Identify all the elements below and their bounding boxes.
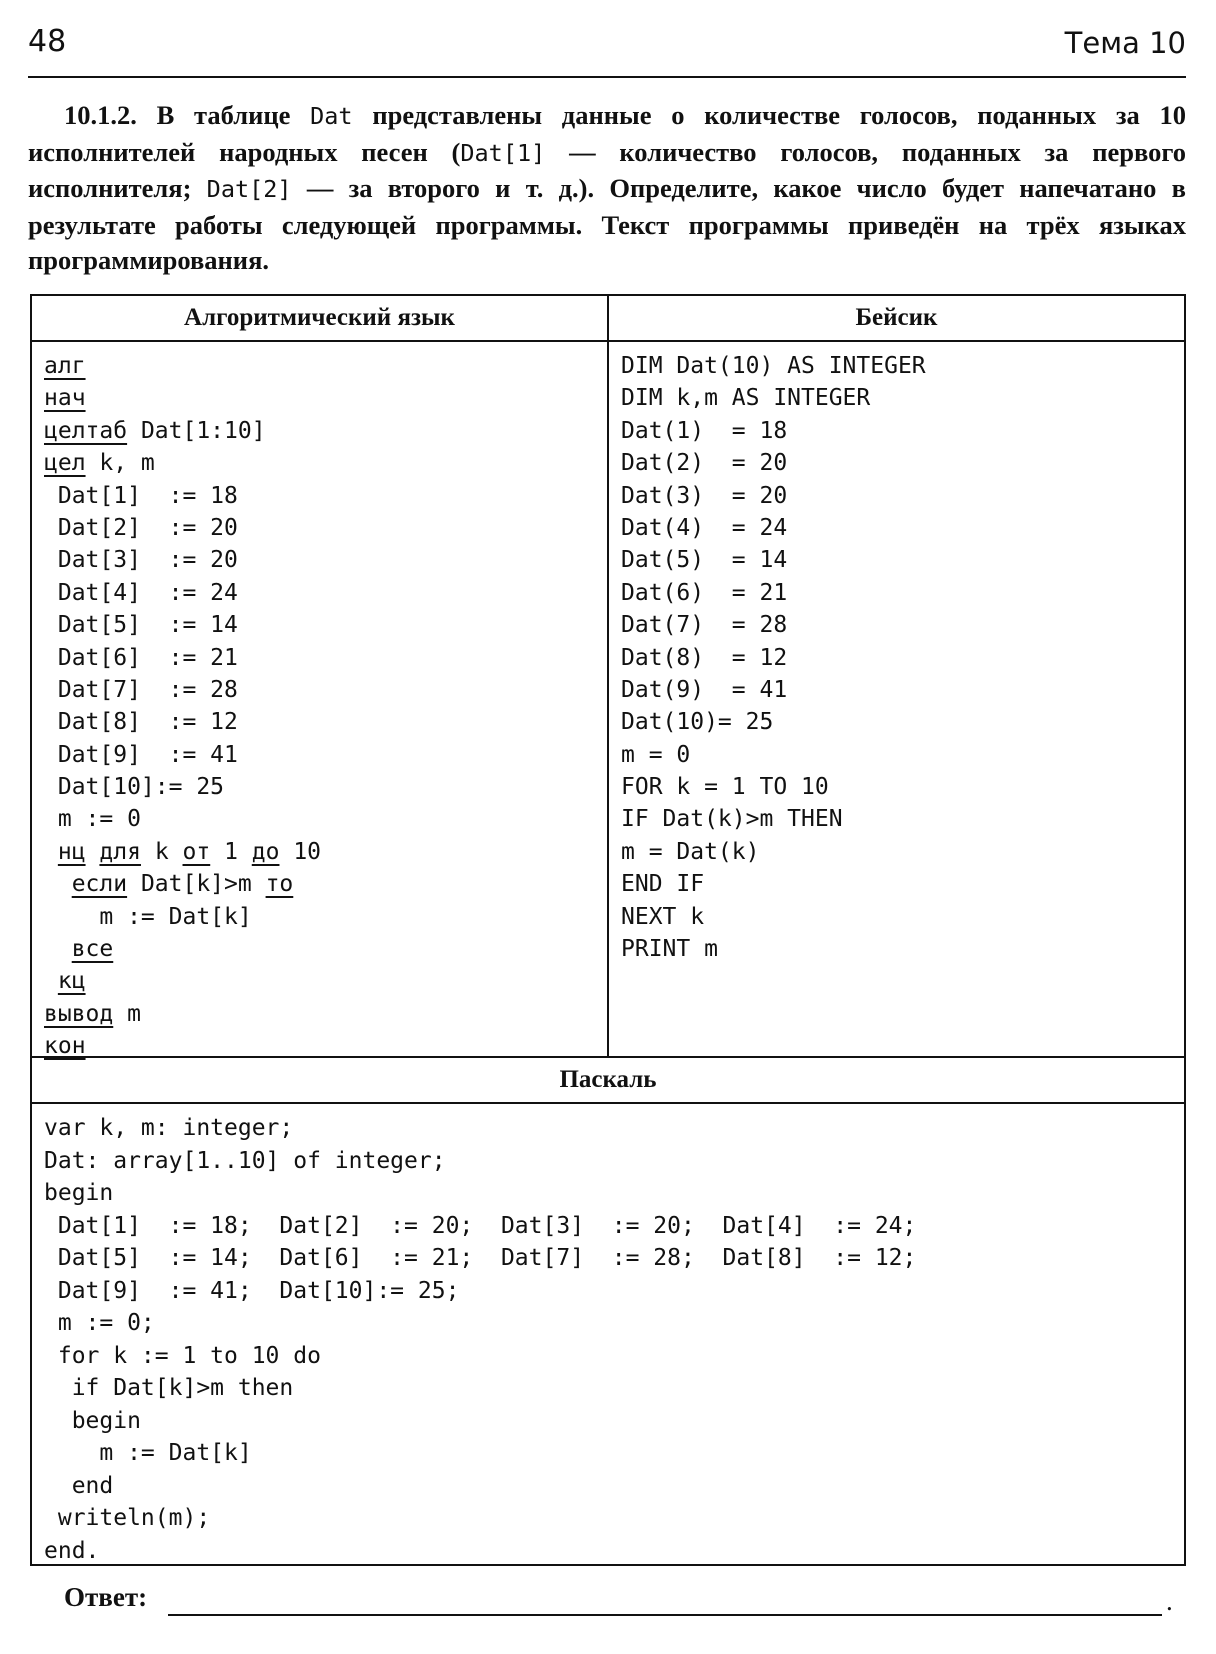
code-inline: Dat — [310, 102, 353, 130]
code-text: Dat[1:10] — [127, 417, 266, 444]
code-line — [44, 965, 595, 997]
code-line: m := Dat[k] — [44, 903, 252, 930]
table-header-row — [32, 296, 1184, 342]
algo-column-header: Алгоритмический язык — [184, 304, 455, 331]
code-line: IF Dat(k)>m THEN — [621, 806, 843, 833]
code-line — [44, 447, 595, 479]
code-line: Dat(10)= 25 — [621, 709, 774, 736]
code-line: Dat[8] := 12 — [44, 709, 238, 736]
pascal-column-header: Паскаль — [32, 1058, 1184, 1104]
code-line: Dat[5] := 14 — [44, 612, 238, 639]
problem-text-part: представлены данные о количестве голосов, поданных за 10 исполнителей народных песен ( — [28, 100, 1186, 167]
keyword: если — [71, 871, 128, 898]
code-line: Dat[5] := 14; Dat[6] := 21; Dat[7] := 28; Dat[8] := 12; — [44, 1245, 917, 1271]
code-line: Dat(7) = 28 — [621, 612, 788, 639]
code-line: Dat(9) = 41 — [621, 676, 788, 703]
code-line: Dat[3] := 20 — [44, 547, 238, 574]
code-line: begin — [44, 1407, 141, 1434]
code-line — [44, 1030, 595, 1062]
code-line: if Dat[k]>m then — [44, 1375, 294, 1401]
keyword: то — [265, 871, 294, 898]
code-line: Dat[1] := 18 — [44, 482, 238, 509]
keyword: от — [182, 838, 211, 865]
section-title: Тема 10 — [1064, 26, 1186, 60]
code-line: Dat(3) = 20 — [621, 482, 788, 509]
code-line — [44, 868, 595, 900]
code-line: Dat(5) = 14 — [621, 547, 788, 574]
code-line: Dat[6] := 21 — [44, 644, 238, 671]
problem-statement — [28, 98, 1186, 279]
code-line: Dat(2) = 20 — [621, 450, 788, 477]
keyword: целтаб — [44, 417, 128, 444]
code-text: Dat[k]>m — [127, 871, 266, 898]
code-line: Dat[1] := 18; Dat[2] := 20; Dat[3] := 20; Dat[4] := 24; — [44, 1212, 917, 1239]
keyword: кон — [44, 1033, 86, 1060]
problem-text-part: — количество голосов, поданных за первого исполнителя; — [28, 136, 1187, 203]
code-line: var k, m: integer; — [44, 1115, 294, 1141]
page-header — [28, 18, 1186, 78]
pascal-code-cell — [32, 1104, 1184, 1564]
basic-column-header: Бейсик — [607, 296, 1184, 340]
code-line — [44, 998, 595, 1030]
code-line: DIM Dat(10) AS INTEGER — [621, 353, 926, 379]
keyword: все — [71, 936, 114, 963]
code-line: m := 0; — [44, 1310, 155, 1336]
code-line: NEXT k — [621, 903, 705, 930]
code-line: m = Dat(k) — [621, 838, 760, 865]
code-line: Dat(8) = 12 — [621, 644, 788, 671]
keyword: для — [99, 838, 141, 865]
code-line: FOR k = 1 TO 10 — [621, 774, 829, 801]
code-line: DIM k,m AS INTEGER — [621, 385, 871, 412]
code-line: writeln(m); — [44, 1505, 211, 1531]
keyword: кц — [57, 968, 86, 995]
keyword: цел — [44, 450, 86, 477]
problem-text-part: — за второго и т. д.). Определите, какое число будет напечатано в результате работы следующей программы. Текст программы приведён на трёх языках программирования. — [28, 173, 1186, 275]
code-line: begin — [44, 1180, 114, 1206]
code-line: Dat(4) = 24 — [621, 514, 788, 541]
keyword: вывод — [44, 1000, 114, 1027]
code-text: k — [140, 838, 183, 865]
code-line: m := 0 — [44, 806, 141, 833]
page-number: 48 — [28, 24, 67, 59]
code-line — [44, 415, 595, 447]
code-text: m — [113, 1000, 141, 1027]
code-line: Dat[9] := 41 — [44, 741, 238, 768]
code-line: end. — [44, 1537, 100, 1564]
keyword: алг — [44, 353, 86, 379]
code-line — [44, 836, 595, 868]
code-inline: Dat[1] — [460, 138, 546, 167]
code-line: Dat[10]:= 25 — [44, 774, 225, 801]
code-line: end — [44, 1472, 114, 1499]
code-line: m = 0 — [621, 741, 691, 768]
code-line: PRINT m — [621, 936, 718, 963]
answer-field[interactable] — [168, 1614, 1162, 1616]
code-line: Dat(6) = 21 — [621, 579, 788, 606]
answer-period: . — [1166, 1586, 1173, 1616]
code-table — [30, 294, 1186, 1566]
code-line — [44, 382, 595, 414]
code-line: Dat[4] := 24 — [44, 579, 238, 606]
code-line — [44, 933, 595, 965]
code-line — [44, 350, 595, 382]
problem-number: 10.1.2. — [64, 100, 137, 130]
code-row — [32, 342, 1184, 1058]
code-line: Dat(1) = 18 — [621, 417, 788, 444]
keyword: до — [251, 838, 280, 865]
algo-code-cell — [32, 342, 607, 1060]
basic-code-cell — [607, 342, 1184, 1056]
code-inline: Dat[2] — [206, 175, 292, 203]
code-text: k, m — [85, 450, 155, 477]
keyword: нач — [44, 385, 86, 412]
answer-label: Ответ: — [64, 1582, 148, 1612]
code-line: END IF — [621, 871, 705, 898]
problem-text-part: В таблице — [136, 100, 311, 130]
code-line: for k := 1 to 10 do — [44, 1342, 321, 1369]
code-line: m := Dat[k] — [44, 1440, 252, 1466]
code-line: Dat: array[1..10] of integer; — [44, 1147, 446, 1174]
code-text: 1 — [210, 838, 252, 865]
answer-row — [64, 1582, 1174, 1622]
keyword: нц — [57, 838, 86, 865]
code-line: Dat[7] := 28 — [44, 676, 238, 703]
code-line: Dat[2] := 20 — [44, 514, 238, 541]
code-text: 10 — [279, 838, 322, 865]
code-line: Dat[9] := 41; Dat[10]:= 25; — [44, 1277, 460, 1304]
